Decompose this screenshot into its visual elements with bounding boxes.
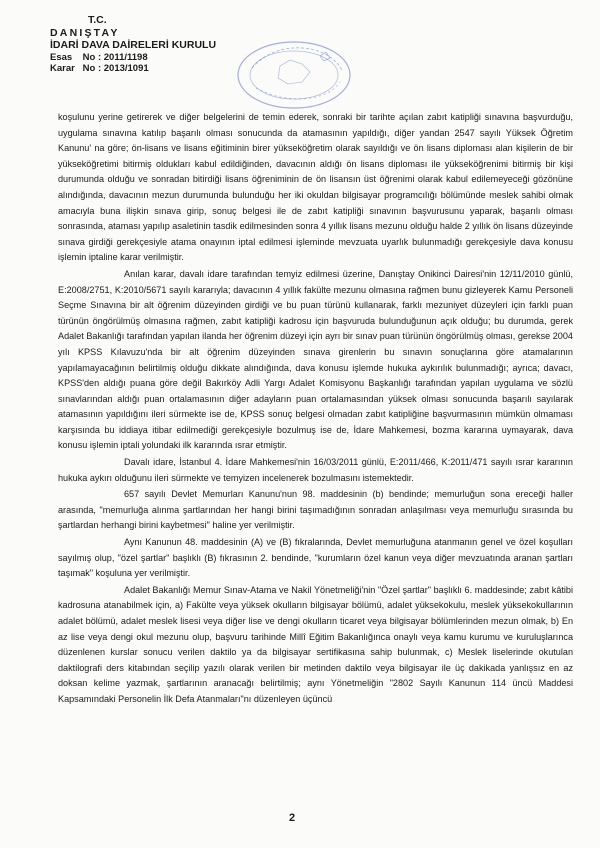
paragraph: Anılan karar, davalı idare tarafından temyiz edilmesi üzerine, Danıştay Onikinci Dairesi'nin 12/11/2010 günlü, E:2008/2751, K:2010/5671 sayılı kararıyla; davacının 4 yıllık fakülte mezunu olmasına rağmen bunu gizleyerek Kamu Personeli Seçme Sınavına bir alt öğrenim düzeyinden girdiği ve bu puan türünü kullanarak, farklı mezuniyet düzeyleri için farklı puan türünün öngörülmüş olmasına rağmen, zabıt katipliği kadrosu için başvuruda bulunduğunun açık olduğu; bu durumda, gerek Adalet Bakanlığı tarafından yapılan ilanda her öğrenim düzeyi için ayrı bir sınav puan türünün öngörülmüş olması, gerekse 2004 yılı KPSS Kılavuzu'nda bir alt öğrenim düzeyinden sınava girenlerin bu sınavın sonuçlarına göre atamalarının yapılamayacağının belirtilmiş olduğu dikkate alındığında, dava konusu işlemde hukuka aykırılık bulunmadığı; ayrıca; davacı, KPSS'den aldığı puana göre değil Bakırköy Adli Yargı Adalet Komisyonu Başkanlığı tarafından yapılan uygulama ve sözlü sınavlarından aldığı puan ortalamasının diğer adayların puan ortalamasından yüksek olması sonucunda başarılı sayılarak atamasının yapıldığını ileri sürmekte ise de, KPSS sonuç belgesi olmadan zabıt katipliğine başvurmasının mümkün olmaması karşısında bu iddiaya itibar edilmediği gerekçesiyle bozulmuş ise de, İdare Mahkemesi, bozma kararına uymayarak, dava konusu işlemin iptali yolundaki ilk kararında ısrar etmiştir. <box>58 268 573 451</box>
karar-label: Karar <box>50 63 75 74</box>
esas-value: No : 2011/1198 <box>82 51 148 63</box>
document-body <box>58 110 573 708</box>
header-board: İDARİ DAVA DAİRELERİ KURULU <box>50 39 217 51</box>
header-tc: T.C. <box>88 14 107 26</box>
paragraph: 657 sayılı Devlet Memurları Kanunu'nun 98. maddesinin (b) bendinde; memurluğun sona ereceği haller arasında, "memurluğa alınma şartlarından her hangi birini taşımadığının sonradan anlaşılması veya memurluğu sırasında bu şartlardan herhangi birini kaybetmesi" haline yer verilmiştir. <box>58 489 573 531</box>
official-seal-stamp <box>232 38 358 112</box>
paragraph: Aynı Kanunun 48. maddesinin (A) ve (B) fıkralarında, Devlet memurluğuna atanmanın genel ve özel koşulları sayılmış olup, "özel şartlar" başlıklı (B) fıkrasının 2. bendinde, "kurumların özel kanun veya diğer mevzuatında aranan şartları taşımak" koşuluna yer verilmiştir. <box>58 537 573 579</box>
paragraph: Adalet Bakanlığı Memur Sınav-Atama ve Nakil Yönetmeliği'nin "Özel şartlar" başlıklı 6. maddesinde; zabıt kâtibi kadrosuna atanabilmek için, a) Fakülte veya yüksek okulların bilgisayar bölümü, adalet yüksekokulu, meslek yüksekokullarının adalet bölümü, adalet meslek lisesi veya diğer lise ve dengi okulların ticaret veya bilgisayar bölümlerinden mezun olmak, b) En az lise veya dengi okul mezunu olup, başvuru tarihinde Millî Eğitim Bakanlığınca onaylı veya kamu kurumu ve kuruluşlarınca düzenlenen kurslar sonucu verilen daktilo ya da bilgisayar sertifikasına sahip bulunmak, c) Meslek liselerinde okutulan daktilografi ders kitabından seçilip yazılı olarak verilen bir metinden daktilo veya bilgisayar ile üç dakikada yanlışsız en az doksan kelime yazmak, şartlarının aranacağı belirtilmiş; aynı Yönetmeliğin "2802 Sayılı Kanunun 114 üncü Maddesi Kapsamındaki Personelin İlk Defa Atanmaları"nı düzenleyen üçüncü <box>58 584 573 704</box>
page-number: 2 <box>289 812 296 824</box>
paragraph: Davalı idare, İstanbul 4. İdare Mahkemesi'nin 16/03/2011 günlü, E:2011/466, K:2011/471 sayılı ısrar kararının hukuka aykırı olduğunu ileri sürmekte ve temyizen incelenerek bozulmasını istemektedir. <box>58 457 573 483</box>
karar-value: No : 2013/1091 <box>82 63 149 74</box>
header-court: DANIŞTAY <box>50 26 120 39</box>
esas-row <box>50 52 216 64</box>
esas-label: Esas <box>50 51 73 63</box>
document-header <box>50 14 216 75</box>
karar-row <box>50 63 216 75</box>
paragraph: koşulunu yerine getirerek ve diğer belgelerini de temin ederek, sonraki bir tarihte açılan zabıt katipliği sınavına başvurduğu, uygulama sınavına katılıp başarılı olması sonucunda da atamasının yapıldığı, diğer yandan 2547 sayılı Yüksek Öğretim Kanunu' na göre; ön-lisans ve lisans eğitiminin birer yükseköğretim olarak sayıldığı ve ön lisans diploması alan kişilerin de bir yükseköğretimi bitirmiş oldukları kabul edildiğinden, davacının aldığı ön lisans diploması ile yükseköğrenimi bitirmiş bir kişi durumunda olduğu ve sonradan bitirdiği lisans öğreniminin de ön lisansın üst öğrenimi olarak kabul edilemeyeceği gözönüne alındığında, davacının mezun durumunda bulunduğu her iki okuldan bilgisayar programcılığı bölümünde meslek sahibi olmak amacıyla buna ilişkin sınava girip, sonuç belgesi ile de zabıt katipliği sınavının başvurusunu yaparak, başarılı olması sonrasında, ataması yapılıp asaletinin tasdik edilmesinden sonra 4 yıllık lisans mezunu olduğu halde 2 yıllık ön lisans düzeyinde sınava girdiği gerekçesiyle atama onayının iptal edilmesi işleminde mevzuata uyarlık bulunmadığı gerekçesiyle dava konusu işlemin iptaline karar verilmiştir. <box>58 112 573 263</box>
